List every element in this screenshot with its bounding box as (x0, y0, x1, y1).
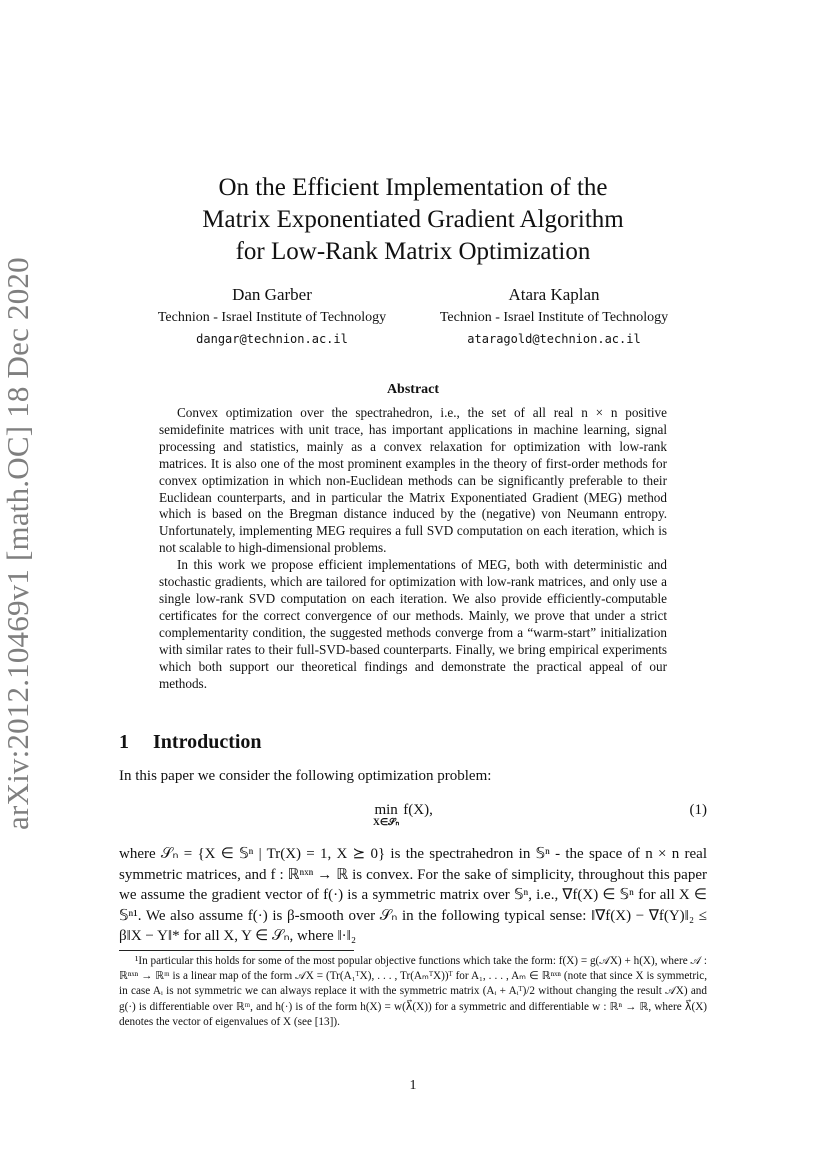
author-name: Dan Garber (232, 285, 312, 304)
author-affiliation: Technion - Israel Institute of Technology (439, 310, 669, 325)
paragraph-text: where 𝒮ₙ = {X ∈ 𝕊ⁿ | Tr(X) = 1, X ⪰ 0} is the spectrahedron in 𝕊ⁿ - the space of n × n real symmetric matrices, and f : ℝⁿˣⁿ → ℝ is convex. For the sake of simplicity, throughout this paper we assume the gradient vector of f(·) is a symmetric matrix over 𝕊ⁿ, i.e., ∇f(X) ∈ 𝕊ⁿ for all X ∈ 𝕊ⁿ¹. We also assume f(·) is β-smooth over 𝒮ₙ in the following typical sense: ‖∇f(X) − ∇f(Y)‖₂ ≤ β‖X − Y‖* for all X, Y ∈ 𝒮ₙ, where ‖·‖₂ (119, 846, 707, 945)
paper-title (120, 172, 706, 268)
title-line: for Low-Rank Matrix Optimization (235, 238, 591, 265)
arxiv-identifier: arXiv:2012.10469v1 [math.OC] 18 Dec 2020 (0, 257, 35, 830)
min-subscript: X∈𝒮ₙ (373, 818, 400, 828)
section-heading (119, 728, 262, 756)
page-number: 1 (409, 1078, 417, 1093)
abstract-paragraph: In this work we propose efficient implementations of MEG, both with deterministic and stochastic gradients, which are tailored for optimization with low-rank matrices, and only use a single low-rank SVD computation on each iteration. We also provide efficiently-computable certificates for the correct convergence of our methods. Mainly, we prove that under a strict complementarity condition, the suggested methods converge from a “warm-start” initialization with similar rates to their full-SVD-based counterparts. Finally, we bring empirical experiments which both support our theoretical findings and demonstrate the practical appeal of our methods. (159, 557, 667, 691)
footnote-text: ¹In particular this holds for some of the most popular objective functions which take the form: f(X) = g(𝒜X) + h(X), where 𝒜 : ℝⁿˣⁿ → ℝᵐ is a linear map of the form 𝒜X = (Tr(A₁ᵀX), . . . , Tr(AₘᵀX))ᵀ for A₁, . . . , Aₘ ∈ ℝⁿˣⁿ (note that since X is symmetric, in case Aᵢ is not symmetric we can always replace it with the symmetric matrix (Aᵢ + Aᵢᵀ)/2 without changing the result 𝒜X) and g(·) is differentiable over ℝᵐ, and h(·) is of the form h(X) = w(λ⃗(X)) for a symmetric and differentiable w : ℝⁿ → ℝ, where λ⃗(X) denotes the vector of eigenvalues of X (see [13]). (119, 955, 707, 1028)
title-line: On the Efficient Implementation of the (218, 174, 608, 201)
equation-1 (119, 800, 707, 834)
footnote (119, 954, 707, 1030)
abstract-heading: Abstract (386, 382, 440, 397)
equation-number: (1) (689, 802, 707, 818)
min-operator (373, 802, 399, 828)
section-title: Introduction (153, 731, 262, 753)
footnote-divider (119, 950, 354, 951)
min-word: min (374, 802, 398, 818)
author-email[interactable]: ataragold@technion.ac.il (467, 332, 641, 346)
author-affiliation: Technion - Israel Institute of Technology (157, 310, 387, 325)
author-block (419, 284, 689, 349)
author-email[interactable]: dangar@technion.ac.il (196, 332, 348, 346)
objective-expression: f(X), (403, 802, 433, 818)
author-name: Atara Kaplan (508, 285, 600, 304)
intro-sentence: In this paper we consider the following optimization problem: (119, 768, 492, 784)
abstract-paragraph: Convex optimization over the spectrahedron, i.e., the set of all real n × n positive semidefinite matrices with unit trace, has important applications in machine learning, signal processing and statistics, mainly as a convex relaxation for optimization with low-rank matrices. It is also one of the most prominent examples in the theory of first-order methods for convex optimization in which non-Euclidean methods can be significantly preferable to their Euclidean counterparts, and in particular the Matrix Exponentiated Gradient (MEG) method which is based on the Bregman distance induced by the (negative) von Neumann entropy. Unfortunately, implementing MEG requires a full SVD computation on each iteration, which is not scalable to high-dimensional problems. (159, 405, 667, 556)
equation-expression (373, 802, 433, 828)
section-number: 1 (119, 731, 129, 753)
body-paragraph (119, 844, 707, 947)
author-block (137, 284, 407, 349)
abstract-body (159, 405, 667, 692)
title-line: Matrix Exponentiated Gradient Algorithm (202, 206, 624, 233)
